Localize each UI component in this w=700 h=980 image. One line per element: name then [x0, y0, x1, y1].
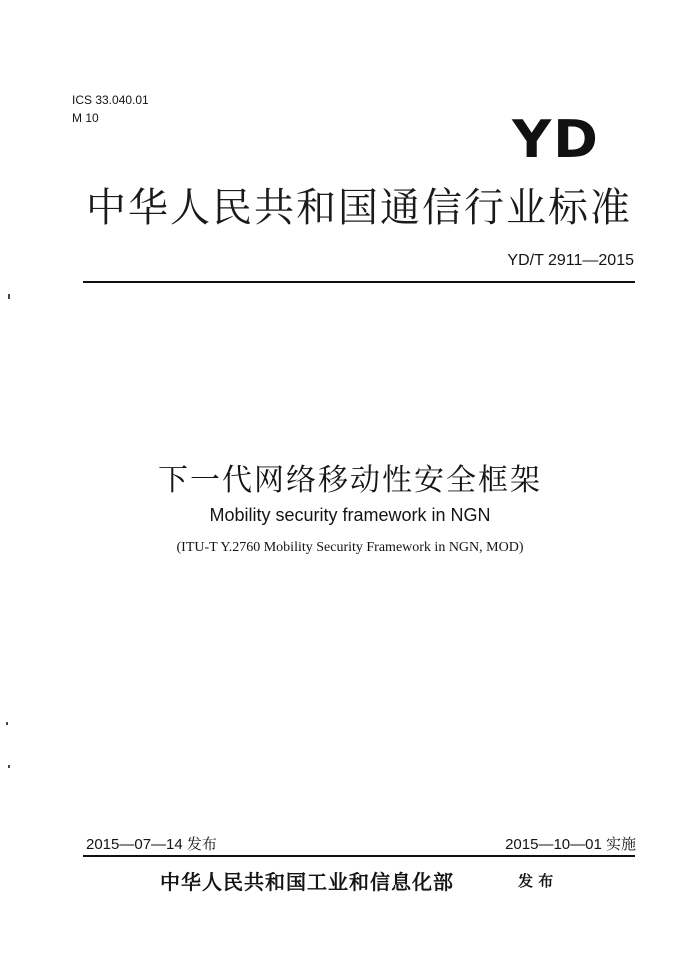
document-title-reference: (ITU-T Y.2760 Mobility Security Framework in NGN, MOD) — [176, 540, 524, 555]
implement-date: 2015—10—01 实施 — [505, 836, 636, 853]
scan-speck — [8, 294, 10, 299]
standard-number: YD/T 2911—2015 — [507, 252, 634, 269]
document-title-english: Mobility security framework in NGN — [209, 505, 491, 525]
standard-category-title: 中华人民共和国通信行业标准 — [86, 185, 632, 231]
scan-speck — [6, 722, 8, 725]
yd-logo: YD — [512, 109, 600, 170]
top-divider — [83, 281, 635, 283]
issuer-action-label: 发 布 — [518, 872, 554, 890]
bottom-divider — [83, 855, 635, 857]
scan-speck — [8, 765, 10, 768]
issuing-authority: 中华人民共和国工业和信息化部 — [160, 870, 454, 894]
ccs-code: M 10 — [72, 111, 99, 125]
publish-date: 2015—07—14 发布 — [86, 836, 217, 853]
document-title-chinese: 下一代网络移动性安全框架 — [158, 463, 542, 498]
ics-code: ICS 33.040.01 — [72, 93, 149, 107]
